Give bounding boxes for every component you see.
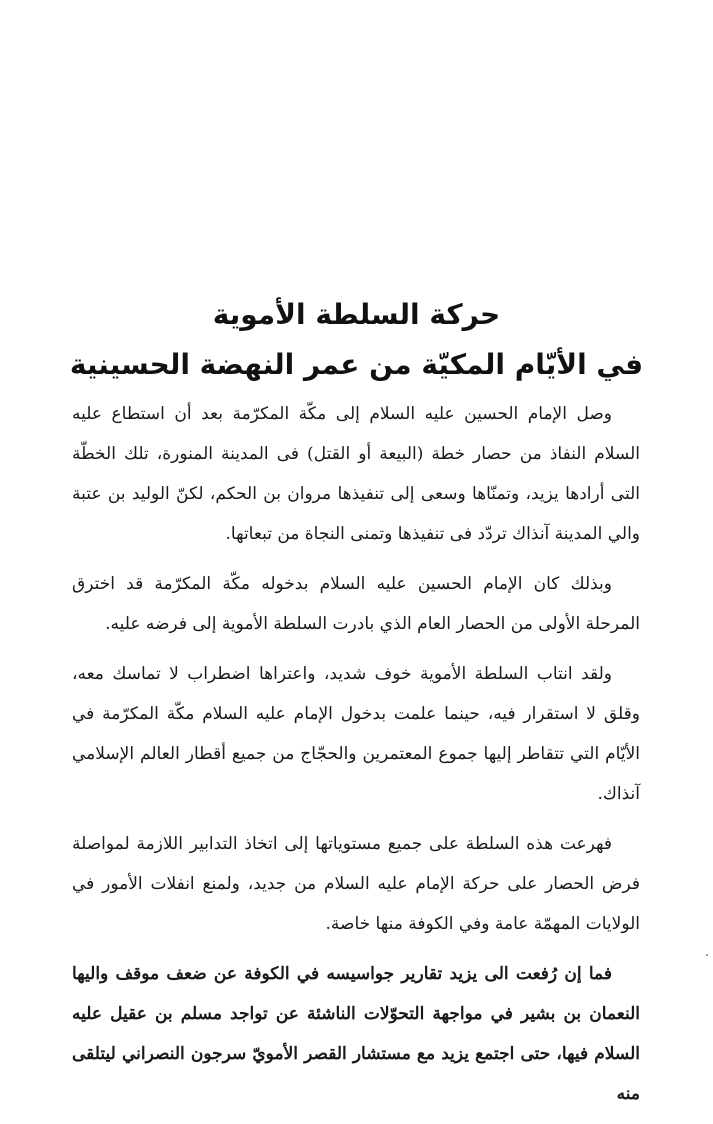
paragraph-5: فما إن رُفعت الى يزيد تقارير جواسيسه في الكوفة عن ضعف موقف واليها النعمان بن بشير في مواجهة التحوّلات الناشئة عن تواجد مسلم بن عقيل عليه السلام فيها، حتى اجتمع يزيد مع مستشار القصر الأمويّ سرجون النصراني ليتلقى منه (72, 964, 640, 1104)
paragraph-1: وصل الإمام الحسين عليه السلام إلى مكّة المكرّمة بعد أن استطاع عليه السلام النفاذ من حصار خطة (البيعة أو القتل) فى المدينة المنورة، تلك الخطّة التى أرادها يزيد، وتمنّاها وسعى إلى تنفيذها مروان بن الحكم، لكنّ الوليد بن عتبة والي المدينة آنذاك تردّد فى تنفيذها وتمنى النجاة من تبعاتها. (72, 404, 640, 544)
paragraph-2: وبذلك كان الإمام الحسين عليه السلام بدخوله مكّة المكرّمة قد اخترق المرحلة الأولى من الحصار العام الذي بادرت السلطة الأموية إلى فرضه عليه. (72, 574, 640, 634)
chapter-title-line-2: في الأيّام المكيّة من عمر النهضة الحسينية (69, 348, 644, 381)
chapter-title-line-1: حركة السلطة الأموية (212, 298, 501, 331)
body-text (72, 394, 640, 1124)
paragraph-3: ولقد انتاب السلطة الأموية خوف شديد، واعتراها اضطراب لا تماسك معه، وقلق لا استقرار فيه، حينما علمت بدخول الإمام عليه السلام مكّة المكرّمة في الأيّام التي تتقاطر إليها جموع المعتمرين والحجّاج من جميع أقطار العالم الإسلامي آنذاك. (72, 664, 640, 804)
paragraph-4: فهرعت هذه السلطة على جميع مستوياتها إلى اتخاذ التدابير اللازمة لمواصلة فرض الحصار على حركة الإمام عليه السلام من جديد، ولمنع انفلات الأمور في الولايات المهمّة عامة وفي الكوفة منها خاصة. (72, 834, 640, 934)
margin-speck (706, 954, 708, 956)
chapter-title (60, 290, 653, 390)
